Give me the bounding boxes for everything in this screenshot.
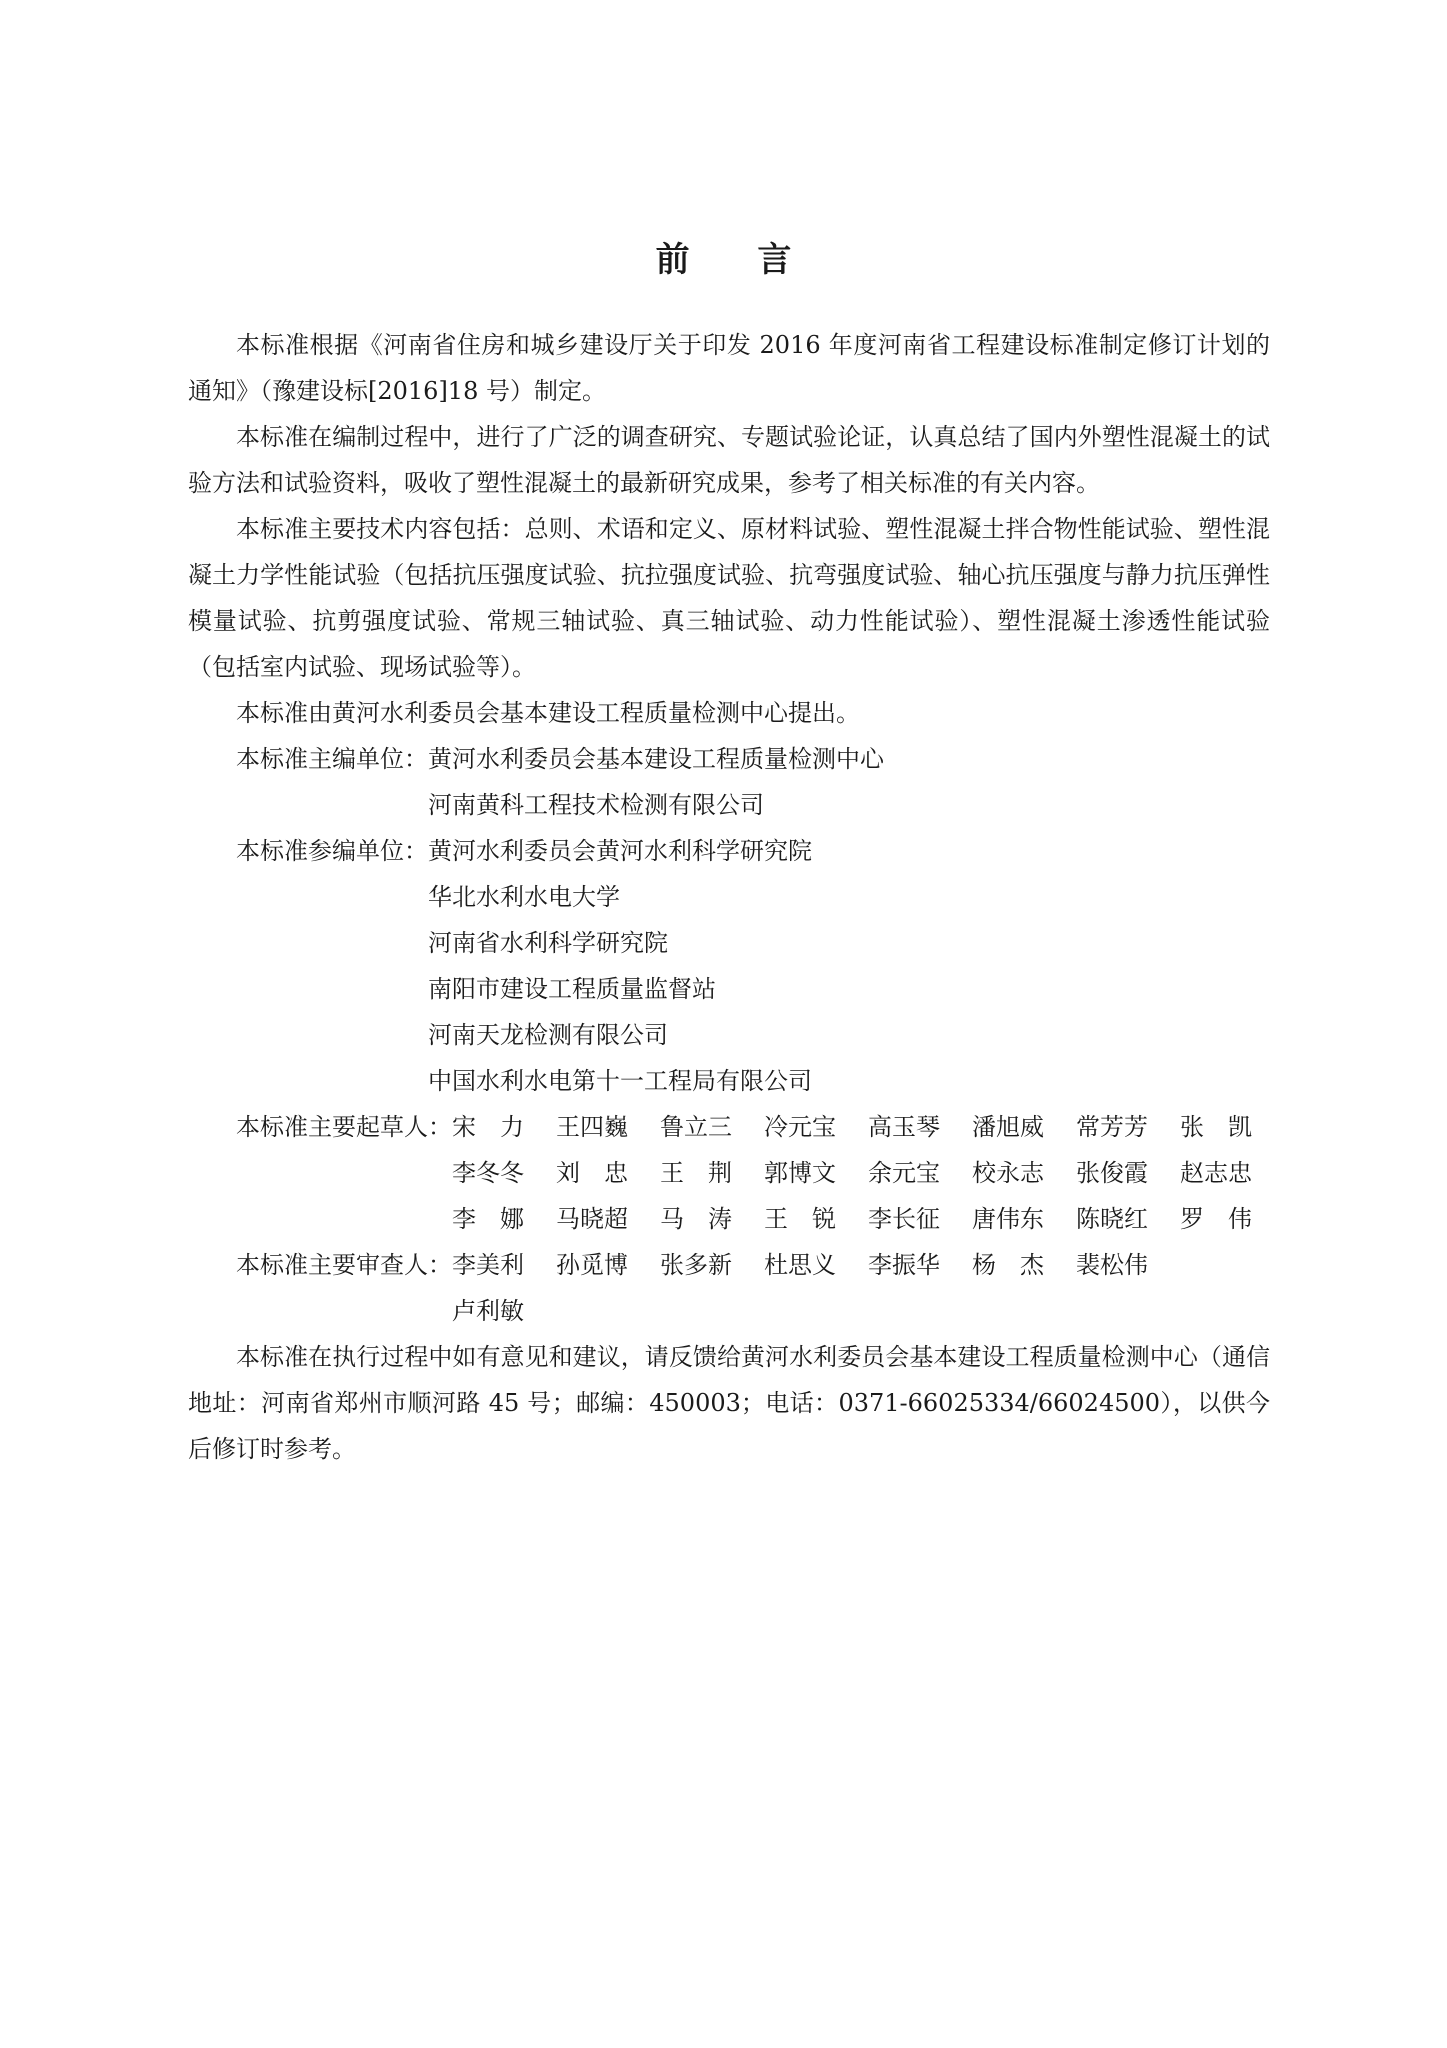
drafter-name: 鲁立三 <box>660 1113 732 1141</box>
chief-editor-unit: 河南黄科工程技术检测有限公司 <box>428 791 764 819</box>
drafters-row <box>452 1104 1284 1150</box>
participant-unit: 南阳市建设工程质量监督站 <box>428 975 716 1003</box>
reviewers-list <box>452 1242 1270 1334</box>
drafter-name: 王 锐 <box>764 1205 836 1233</box>
drafter-name: 校永志 <box>972 1159 1044 1187</box>
drafter-name: 冷元宝 <box>764 1113 836 1141</box>
chief-editor-units <box>188 736 1270 828</box>
reviewers-section <box>188 1242 1270 1334</box>
participant-unit: 中国水利水电第十一工程局有限公司 <box>428 1067 812 1095</box>
drafter-name: 王 荆 <box>660 1159 732 1187</box>
drafters-label: 本标准主要起草人： <box>236 1113 452 1141</box>
drafter-name: 潘旭威 <box>972 1113 1044 1141</box>
drafter-name: 马晓超 <box>556 1205 628 1233</box>
paragraph-contents: 本标准主要技术内容包括：总则、术语和定义、原材料试验、塑性混凝土拌合物性能试验、塑性混凝土力学性能试验（包括抗压强度试验、抗拉强度试验、抗弯强度试验、轴心抗压强度与静力抗压弹性模量试验、抗剪强度试验、常规三轴试验、真三轴试验、动力性能试验）、塑性混凝土渗透性能试验（包括室内试验、现场试验等）。 <box>188 515 1270 681</box>
drafter-name: 李长征 <box>868 1205 940 1233</box>
reviewers-row <box>452 1242 1270 1288</box>
drafter-name: 宋 力 <box>452 1113 524 1141</box>
participant-unit: 黄河水利委员会黄河水利科学研究院 <box>428 837 812 865</box>
drafter-name: 张俊霞 <box>1076 1159 1148 1187</box>
chief-editor-list <box>428 736 1270 828</box>
reviewer-name: 卢利敏 <box>452 1297 524 1325</box>
reviewer-name: 杜思义 <box>764 1251 836 1279</box>
drafter-name: 罗 伟 <box>1180 1205 1252 1233</box>
drafters-row <box>452 1150 1284 1196</box>
paragraph-process: 本标准在编制过程中，进行了广泛的调查研究、专题试验论证，认真总结了国内外塑性混凝土的试验方法和试验资料，吸收了塑性混凝土的最新研究成果，参考了相关标准的有关内容。 <box>188 423 1270 497</box>
participant-unit: 华北水利水电大学 <box>428 883 620 911</box>
reviewer-name: 杨 杰 <box>972 1251 1044 1279</box>
drafter-name: 马 涛 <box>660 1205 732 1233</box>
participant-unit: 河南天龙检测有限公司 <box>428 1021 668 1049</box>
drafter-name: 刘 忠 <box>556 1159 628 1187</box>
drafter-name: 赵志忠 <box>1180 1159 1252 1187</box>
drafter-name: 余元宝 <box>868 1159 940 1187</box>
reviewer-name: 李美利 <box>452 1251 524 1279</box>
drafter-name: 张 凯 <box>1180 1113 1252 1141</box>
drafter-name: 陈晓红 <box>1076 1205 1148 1233</box>
reviewers-row <box>452 1288 1270 1334</box>
reviewers-label: 本标准主要审查人： <box>236 1251 452 1279</box>
foreword-body <box>188 322 1270 1472</box>
drafter-name: 唐伟东 <box>972 1205 1044 1233</box>
chief-editor-label: 本标准主编单位： <box>236 745 428 773</box>
participant-label: 本标准参编单位： <box>236 837 428 865</box>
participant-unit: 河南省水利科学研究院 <box>428 929 668 957</box>
drafter-name: 高玉琴 <box>868 1113 940 1141</box>
drafters-section <box>188 1104 1270 1242</box>
chief-editor-unit: 黄河水利委员会基本建设工程质量检测中心 <box>428 745 884 773</box>
paragraph-basis: 本标准根据《河南省住房和城乡建设厅关于印发 2016 年度河南省工程建设标准制定修订计划的通知》（豫建设标[2016]18 号）制定。 <box>188 331 1270 405</box>
drafter-name: 王四巍 <box>556 1113 628 1141</box>
page-title: 前 言 <box>655 240 820 280</box>
drafters-list <box>452 1104 1284 1242</box>
reviewer-name: 李振华 <box>868 1251 940 1279</box>
drafter-name: 李 娜 <box>452 1205 524 1233</box>
participant-list <box>428 828 1270 1104</box>
paragraph-proposer: 本标准由黄河水利委员会基本建设工程质量检测中心提出。 <box>236 699 860 727</box>
reviewer-name: 孙觅博 <box>556 1251 628 1279</box>
drafters-row <box>452 1196 1284 1242</box>
drafter-name: 常芳芳 <box>1076 1113 1148 1141</box>
paragraph-feedback: 本标准在执行过程中如有意见和建议，请反馈给黄河水利委员会基本建设工程质量检测中心（通信地址：河南省郑州市顺河路 45 号；邮编：450003；电话：0371-66025334/66024500），以供今后修订时参考。 <box>188 1343 1270 1463</box>
participant-units <box>188 828 1270 1104</box>
drafter-name: 郭博文 <box>764 1159 836 1187</box>
drafter-name: 李冬冬 <box>452 1159 524 1187</box>
reviewer-name: 裴松伟 <box>1076 1251 1148 1279</box>
reviewer-name: 张多新 <box>660 1251 732 1279</box>
